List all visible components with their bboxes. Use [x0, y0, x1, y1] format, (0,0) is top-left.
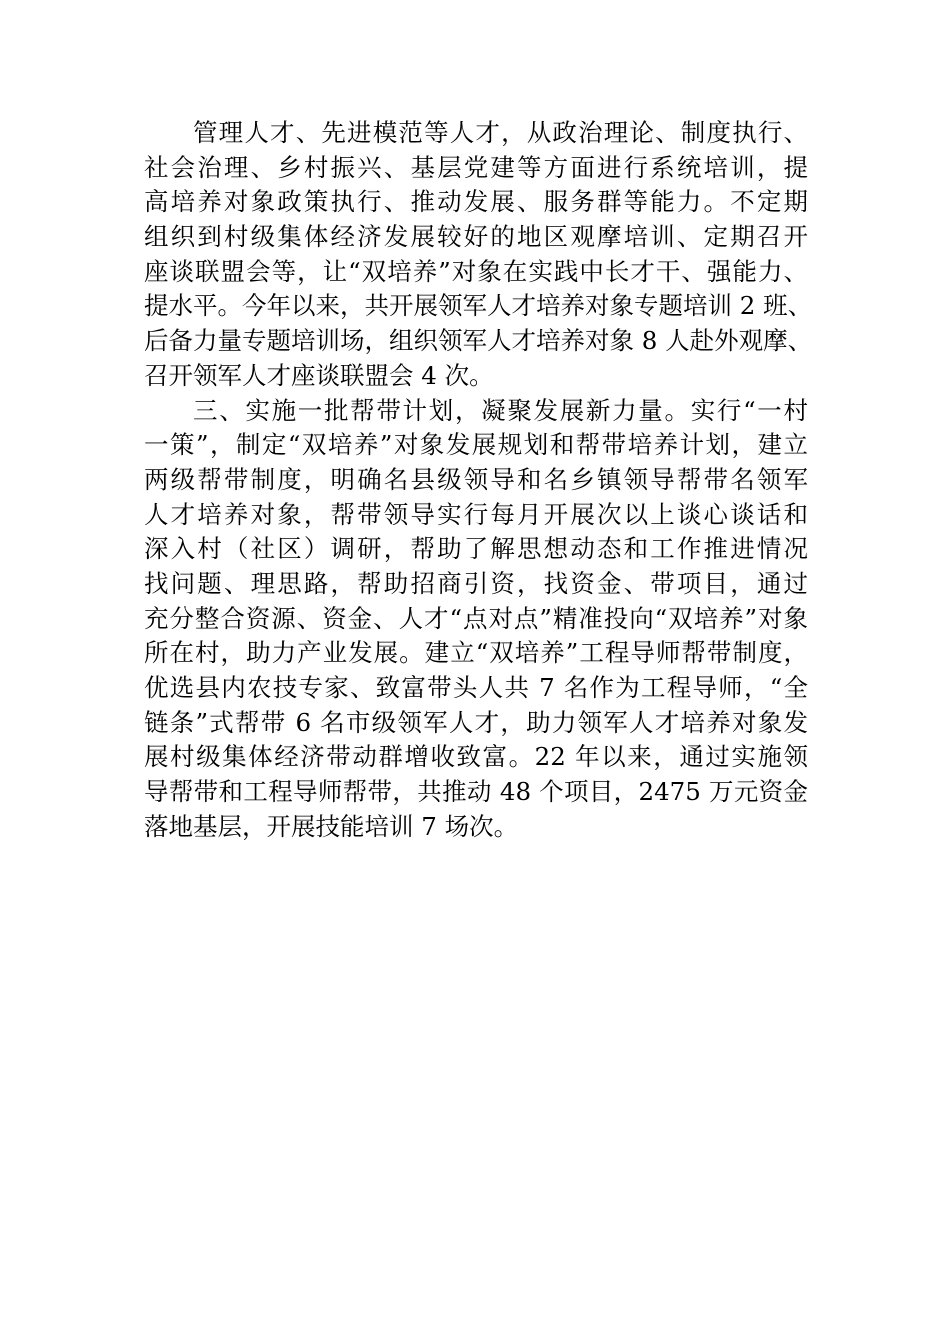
text-line: 深入村（社区）调研，帮助了解思想动态和工作推进情况 [144, 534, 808, 564]
text-line: 召开领军人才座谈联盟会 4 次。 [144, 360, 494, 390]
text-line: 三、实施一批帮带计划，凝聚发展新力量。实行“一村 [193, 395, 808, 425]
text-line: 高培养对象政策执行、推动发展、服务群等能力。不定期 [144, 187, 808, 217]
text-line: 人才培养对象，帮带领导实行每月开展次以上谈心谈话和 [144, 499, 808, 529]
text-line: 导帮带和工程导师帮带，共推动 48 个项目，2475 万元资金 [144, 777, 808, 807]
text-line: 管理人才、先进模范等人才，从政治理论、制度执行、 [193, 118, 808, 147]
text-line: 展村级集体经济带动群增收致富。22 年以来，通过实施领 [144, 742, 808, 772]
text-line: 落地基层，开展技能培训 7 场次。 [144, 811, 519, 841]
text-line: 两级帮带制度，明确名县级领导和名乡镇领导帮带名领军 [144, 464, 808, 494]
text-line: 提水平。今年以来，共开展领军人才培养对象专题培训 2 班、 [144, 291, 813, 321]
text-line: 组织到村级集体经济发展较好的地区观摩培训、定期召开 [144, 222, 808, 252]
text-line: 一策”，制定“双培养”对象发展规划和帮带培养计划，建立 [144, 430, 808, 460]
text-line: 链条”式帮带 6 名市级领军人才，助力领军人才培养对象发 [144, 707, 808, 737]
text-line: 社会治理、乡村振兴、基层党建等方面进行系统培训，提 [144, 152, 808, 182]
text-line: 找问题、理思路，帮助招商引资，找资金、带项目，通过 [144, 568, 808, 598]
text-line: 充分整合资源、资金、人才“点对点”精准投向“双培养”对象 [144, 603, 808, 633]
text-line: 优选县内农技专家、致富带头人共 7 名作为工程导师，“全 [144, 673, 808, 702]
body-text [144, 116, 813, 844]
text-line: 座谈联盟会等，让“双培养”对象在实践中长才干、强能力、 [144, 256, 808, 286]
text-line: 所在村，助力产业发展。建立“双培养”工程导师帮带制度， [144, 638, 808, 668]
text-line: 后备力量专题培训场，组织领军人才培养对象 8 人赴外观摩、 [144, 326, 813, 356]
